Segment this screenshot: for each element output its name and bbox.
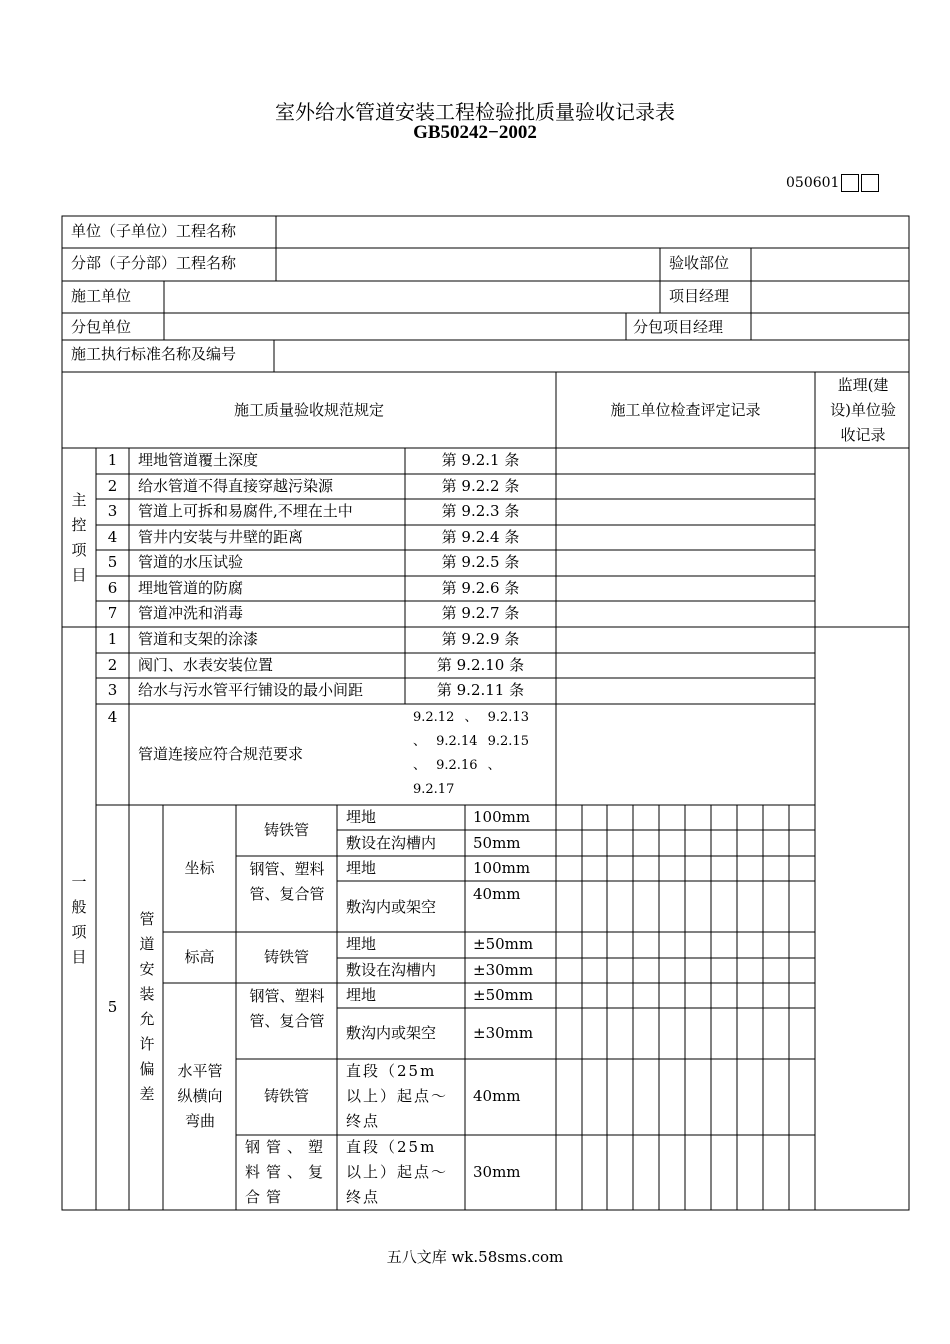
- col-supervision: 监理(建设)单位验收记录: [830, 376, 896, 444]
- label-standard-name: 施工执行标准名称及编号: [71, 345, 237, 363]
- cond-straight: 直段（25m 以上）起点～终点: [346, 1138, 449, 1206]
- item5-no: 5: [107, 998, 118, 1016]
- row-name: 管道的水压试验: [138, 553, 244, 571]
- tolerance-value: 50mm: [473, 834, 521, 852]
- row-clause: 第 9.2.7 条: [441, 604, 520, 622]
- row-clause: 第 9.2.2 条: [441, 477, 520, 495]
- row-no: 5: [107, 553, 118, 571]
- row-clause: 第 9.2.6 条: [441, 579, 520, 597]
- label-subcontract-unit: 分包单位: [71, 318, 132, 336]
- row-name: 阀门、水表安装位置: [138, 656, 274, 674]
- cond-buried: 埋地: [346, 986, 377, 1004]
- pipe-cast-iron: 铸铁管: [263, 948, 309, 966]
- row-clause: 9.2.12 、 9.2.13 、 9.2.14 9.2.15 、 9.2.16 、 9.2.17: [413, 710, 529, 797]
- row-name: 管道冲洗和消毒: [138, 604, 244, 622]
- footer-watermark: 五八文库 wk.58sms.com: [386, 1248, 564, 1266]
- pipe-steel: 钢管、塑料管、复合管: [249, 987, 325, 1030]
- row-clause: 第 9.2.10 条: [436, 656, 525, 674]
- row-clause: 第 9.2.9 条: [441, 630, 520, 648]
- cond-overhead: 敷沟内或架空: [346, 1024, 437, 1042]
- label-project-manager: 项目经理: [669, 287, 730, 305]
- row-name: 埋地管道的防腐: [138, 579, 244, 597]
- form-code-number: 050601: [786, 175, 840, 191]
- tolerance-value: ±30mm: [473, 1024, 534, 1042]
- general-label: 一般项目: [71, 873, 87, 966]
- tolerance-value: 30mm: [473, 1163, 521, 1181]
- row-no: 3: [107, 681, 118, 699]
- row-name: 给水管道不得直接穿越污染源: [138, 477, 334, 495]
- item5-label: 管道安装允许偏差: [139, 910, 155, 1103]
- row-name: 管井内安装与井壁的距离: [138, 528, 304, 546]
- label-unit-project: 单位（子单位）工程名称: [71, 222, 237, 240]
- row-name: 管道和支架的涂漆: [138, 630, 259, 648]
- row-clause: 第 9.2.4 条: [441, 528, 520, 546]
- cond-overhead: 敷沟内或架空: [346, 898, 437, 916]
- row-clause: 第 9.2.11 条: [436, 681, 525, 699]
- standard-code: GB50242−2002: [413, 122, 537, 143]
- tolerance-value: 40mm: [473, 885, 521, 903]
- tolerance-value: ±50mm: [473, 986, 534, 1004]
- row-name: 埋地管道覆土深度: [138, 451, 259, 469]
- tolerance-value: 40mm: [473, 1087, 521, 1105]
- row-no: 3: [107, 502, 118, 520]
- tolerance-value: ±30mm: [473, 961, 534, 979]
- row-no: 2: [107, 477, 118, 495]
- row-no: 6: [107, 579, 118, 597]
- col-check: 施工单位检查评定记录: [610, 401, 761, 419]
- coord-label: 坐标: [184, 859, 215, 877]
- cond-buried: 埋地: [346, 808, 377, 826]
- row-no: 2: [107, 656, 118, 674]
- tolerance-value: 100mm: [473, 808, 531, 826]
- pipe-steel: 钢管、塑料管、复合管: [249, 860, 325, 903]
- row-no: 7: [107, 604, 118, 622]
- tolerance-value: 100mm: [473, 859, 531, 877]
- pipe-cast-iron: 铸铁管: [263, 1087, 309, 1105]
- pipe-steel: 钢管、塑料管、复合管: [245, 1138, 330, 1206]
- row-no: 4: [107, 708, 118, 726]
- row-name: 管道上可拆和易腐件,不埋在土中: [138, 502, 353, 520]
- horiz-label: 水平管纵横向弯曲: [177, 1062, 223, 1130]
- row-name: 管道连接应符合规范要求: [138, 745, 304, 763]
- row-name: 给水与污水管平行铺设的最小间距: [138, 681, 364, 699]
- label-construction-unit: 施工单位: [71, 287, 132, 305]
- cond-trench: 敷设在沟槽内: [346, 834, 437, 852]
- row-no: 1: [107, 451, 118, 469]
- tolerance-value: ±50mm: [473, 935, 534, 953]
- label-acceptance-part: 验收部位: [669, 254, 730, 272]
- row-no: 4: [107, 528, 118, 546]
- label-sub-project: 分部（子分部）工程名称: [71, 254, 237, 272]
- row-clause: 第 9.2.1 条: [441, 451, 520, 469]
- cond-trench: 敷设在沟槽内: [346, 961, 437, 979]
- page-title: 室外给水管道安装工程检验批质量验收记录表: [275, 100, 675, 124]
- row-no: 1: [107, 630, 118, 648]
- cond-buried: 埋地: [346, 935, 377, 953]
- main-control-label: 主控项目: [71, 491, 87, 584]
- col-spec: 施工质量验收规范规定: [233, 401, 384, 419]
- elev-label: 标高: [184, 948, 215, 966]
- row-clause: 第 9.2.3 条: [441, 502, 520, 520]
- label-subcontract-manager: 分包项目经理: [633, 318, 724, 336]
- pipe-cast-iron: 铸铁管: [263, 821, 309, 839]
- cond-straight: 直段（25m 以上）起点～终点: [346, 1062, 449, 1130]
- row-clause: 第 9.2.5 条: [441, 553, 520, 571]
- cond-buried: 埋地: [346, 859, 377, 877]
